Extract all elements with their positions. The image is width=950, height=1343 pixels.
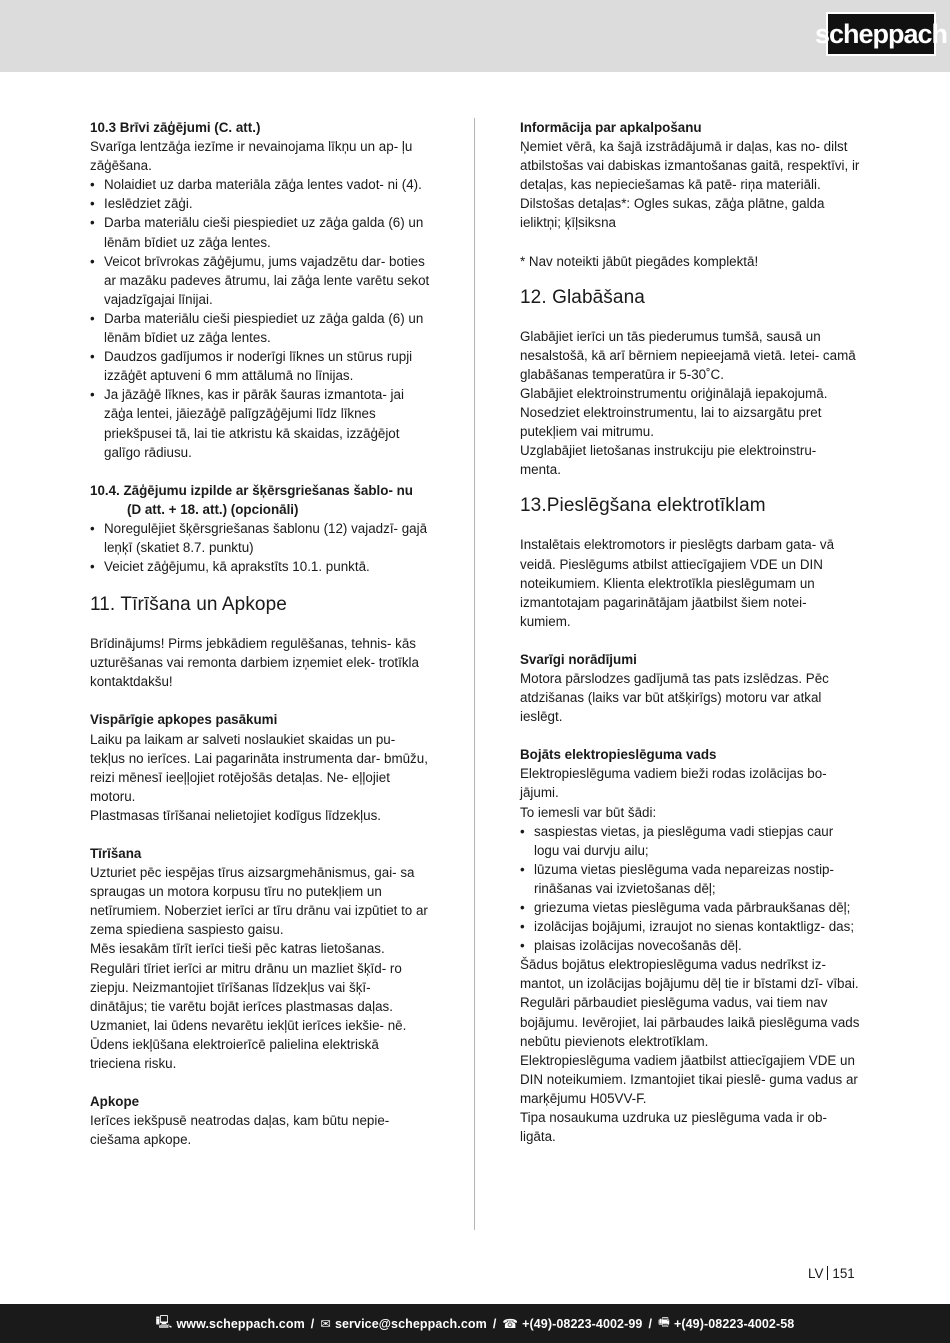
bullet-list	[90, 175, 430, 461]
paragraph: Glabājiet elektroinstrumentu oriģinālajā iepakojumā.	[520, 385, 828, 401]
list-item: • Nolaidiet uz darba materiāla zāģa lentes vadot- ni (4).	[90, 175, 430, 194]
paragraph: Nosedziet elektroinstrumentu, lai to aizsargātu pret putekļiem vai mitrumu.	[520, 405, 822, 440]
paragraph: Elektropieslēguma vadiem bieži rodas izolācijas bo- jājumi.	[520, 766, 827, 801]
page-number	[808, 1265, 855, 1283]
paragraph: Regulāri tīriet ierīci ar mitru drānu un mazliet šķīd- ro ziepju. Neizmantojiet tīrīšanas līdzekļus vai šķī- dinātājus; tie varētu bojāt ierīces plastmasas daļas. Uzmaniet, lai ūdens nevarētu iekļūt ierīces iekšie- nē. Ūdens iekļūšana elektroierīcē palielina elektriskā trieciena risku.	[90, 960, 407, 1072]
maintenance-heading: Apkope	[90, 1094, 140, 1110]
paragraph: To iemesli var būt šādi:	[520, 804, 657, 820]
list-item: • Veicot brīvrokas zāģējumu, jums vajadzētu dar- boties ar mazāku padeves ātrumu, lai zāģa lente varētu sekot vajadzīgajai līnijai.	[90, 252, 430, 309]
fax-number: +(49)-08223-4002-58	[673, 1316, 795, 1331]
list-item: • Daudzos gadījumos ir noderīgi līknes un stūrus rupji izzāģēt aptuveni 6 mm attālumā no līnijas.	[90, 347, 430, 385]
page-number-value: 151	[832, 1266, 855, 1281]
paragraph: Elektropieslēguma vadiem jāatbilst attiecīgajiem VDE un DIN noteikumiem. Izmantojiet tikai pieslē- guma vadus ar marķējumu H05VV-F.	[520, 1052, 858, 1106]
footer-bar: 🖳 www.scheppach.com / ✉ service@scheppach.com / ☎ +(49)-08223-4002-99 / 🖷 +(49)-08223-4002-58	[0, 1304, 950, 1343]
header-bar	[0, 0, 950, 72]
email-link[interactable]: service@scheppach.com	[334, 1316, 487, 1331]
language-code: LV	[808, 1266, 824, 1281]
paragraph: Plastmasas tīrīšanai nelietojiet kodīgus līdzekļus.	[90, 807, 382, 823]
list-item: • Noregulējiet šķērsgriešanas šablonu (12) vajadzī- gajā leņķī (skatiet 8.7. punktu)	[90, 519, 430, 557]
list-item: • Darba materiālu cieši piespiediet uz zāģa galda (6) un lēnām bīdiet uz zāģa lentes.	[90, 309, 430, 347]
computer-icon: 🖳	[155, 1315, 173, 1329]
column-divider	[474, 118, 475, 1230]
paragraph: Dilstošas detaļas*: Ogles sukas, zāģa plātne, galda ieliktņi; ķīļsiksna	[520, 196, 825, 231]
section-10-4-heading: 10.4. Zāģējumu izpilde ar šķērsgriešanas šablo- nu (D att. + 18. att.) (opcionāli)	[90, 482, 413, 517]
list-item: • Ieslēdziet zāģi.	[90, 194, 430, 213]
phone-number: +(49)-08223-4002-99	[522, 1316, 643, 1331]
section-12-heading: 12. Glabāšana	[520, 286, 645, 308]
section-13-heading: 13.Pieslēgšana elektrotīklam	[520, 495, 766, 517]
damaged-cable-heading: Bojāts elektropieslēguma vads	[520, 747, 717, 763]
list-item: • plaisas izolācijas novecošanās dēļ.	[520, 936, 860, 955]
important-notes-heading: Svarīgi norādījumi	[520, 651, 637, 667]
list-item: • lūzuma vietas pieslēguma vada nepareizas nostip- rināšanas vai izvietošanas dēļ;	[520, 860, 860, 898]
email-icon: ✉	[320, 1317, 331, 1331]
scheppach-logo: scheppach	[826, 12, 936, 56]
list-item: • Ja jāzāģē līknes, kas ir pārāk šauras izmantota- jai zāģa lentei, jāiezāģē palīgzāģējumi līdz līknes priekšpusei tā, lai tie atkristu kā skaidas, izzāģējot galīgo rādiusu.	[90, 385, 430, 461]
paragraph: Motora pārslodzes gadījumā tas pats izslēdzas. Pēc atdzišanas (laiks var būt atšķirīgs) motoru var atkal ieslēgt.	[520, 670, 829, 725]
warning-paragraph: Brīdinājums! Pirms jebkādiem regulēšanas, tehnis- kās uzturēšanas vai remonta darbiem izņemiet elek- trotīkla kontaktdakšu!	[90, 636, 419, 690]
paragraph: Tipa nosaukuma uzdruka uz pieslēguma vada ir ob- ligāta.	[520, 1110, 827, 1145]
general-maintenance-heading: Vispārīgie apkopes pasākumi	[90, 712, 278, 728]
paragraph: Mēs iesakām tīrīt ierīci tieši pēc katras lietošanas.	[90, 941, 385, 957]
paragraph: Laiku pa laikam ar salveti noslaukiet skaidas un pu- tekļus no ierīces. Lai pagarināta instrumenta dar- bmūžu, reizi mēnesī ieeļļojiet rotējošās detaļas. Ne- eļļojiet motoru.	[90, 731, 428, 804]
phone-icon: ☎	[502, 1317, 519, 1331]
website-link[interactable]: www.scheppach.com	[176, 1316, 305, 1331]
service-info-heading: Informācija par apkalpošanu	[520, 120, 702, 135]
paragraph: Regulāri pārbaudiet pieslēguma vadus, vai tiem nav bojājumu. Ievērojiet, lai pārbaudes laikā pieslēguma vads nebūtu pievienots elektrotīklam.	[520, 995, 860, 1049]
list-item: • Darba materiālu cieši piespiediet uz zāģa galda (6) un lēnām bīdiet uz zāģa lentes.	[90, 213, 430, 251]
bullet-list	[90, 519, 430, 576]
paragraph: Svarīga lentzāģa iezīme ir nevainojama līkņu un ap- ļu zāģēšana.	[90, 139, 413, 174]
bullet-list	[520, 822, 860, 956]
list-item: • saspiestas vietas, ja pieslēguma vadi stiepjas caur logu vai durvju ailu;	[520, 822, 860, 860]
cleaning-heading: Tīrīšana	[90, 846, 142, 861]
list-item: • Veiciet zāģējumu, kā aprakstīts 10.1. punktā.	[90, 557, 430, 576]
paragraph: Ierīces iekšpusē neatrodas daļas, kam būtu nepie- ciešama apkope.	[90, 1113, 390, 1148]
section-10-3-heading: 10.3 Brīvi zāģējumi (C. att.)	[90, 120, 261, 135]
paragraph: Šādus bojātus elektropieslēguma vadus nedrīkst iz- mantot, un izolācijas bojājumu dēļ tie ir bīstami dzī- vībai.	[520, 957, 859, 992]
right-column	[520, 118, 860, 1146]
section-11-heading: 11. Tīrīšana un Apkope	[90, 594, 287, 616]
footnote: * Nav noteikti jābūt piegādes komplektā!	[520, 253, 759, 269]
left-column	[90, 118, 430, 1149]
paragraph: Uzturiet pēc iespējas tīrus aizsargmehānismus, gai- sa spraugas un motora korpusu tīru no putekļiem un netīrumiem. Noberziet ierīci ar tīru drānu vai izpūtiet to ar zema spiediena saspiesto gaisu.	[90, 865, 428, 938]
list-item: • griezuma vietas pieslēguma vada pārbraukšanas dēļ;	[520, 898, 860, 917]
paragraph: Glabājiet ierīci un tās piederumus tumšā, sausā un nesalstošā, kā arī bērniem nepieejamā vietā. Ietei- camā glabāšanas temperatūra ir 5-30˚C.	[520, 328, 856, 382]
paragraph: Instalētais elektromotors ir pieslēgts darbam gata- vā veidā. Pieslēgums atbilst attiecīgajiem VDE un DIN noteikumiem. Klienta elektrotīkla pieslēgumam un izmantotajam pagarinātājam jāatbilst šiem notei- kumiem.	[520, 537, 835, 629]
fax-icon: 🖷	[658, 1315, 670, 1329]
list-item: • izolācijas bojājumi, izraujot no sienas kontaktligz- das;	[520, 917, 860, 936]
paragraph: Ņemiet vērā, ka šajā izstrādājumā ir daļas, kas no- dilst atbilstošas vai dabiskas izmantošanas gaitā, respektīvi, ir detaļas, kas nepieciešamas kā patē- riņa materiāli.	[520, 139, 860, 193]
paragraph: Uzglabājiet lietošanas instrukciju pie elektroinstru- menta.	[520, 443, 817, 478]
